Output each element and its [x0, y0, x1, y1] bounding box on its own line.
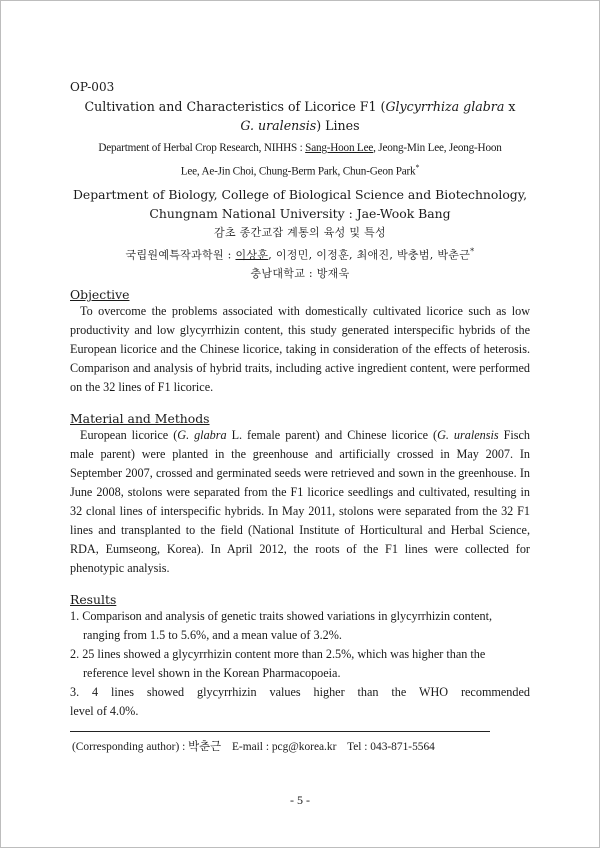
korean-coauthors: , 이정민, 이정훈, 최애진, 박충범, 박춘근: [268, 248, 471, 262]
results-section: [70, 592, 530, 721]
result-1-line1: 1. Comparison and analysis of genetic traits showed variations in glycyrrhizin content,: [70, 609, 493, 624]
department-line2: Chungnam National University : Jae-Wook Bang: [149, 205, 451, 221]
corresponding-email: E-mail : pcg@korea.kr: [231, 741, 337, 754]
result-1-line2: ranging from 1.5 to 5.6%, and a mean value of 3.2%.: [83, 628, 342, 643]
presenting-author: Sang-Hoon Lee: [305, 142, 374, 154]
korean-authors: [70, 242, 530, 265]
authors-english: [70, 139, 530, 182]
abstract-page: [70, 80, 530, 756]
title-species-1: Glycyrrhiza glabra: [385, 99, 505, 114]
corresponding-tel: Tel : 043-871-5564: [347, 741, 435, 754]
corresponding-mark: *: [415, 163, 420, 172]
result-item: [70, 683, 530, 721]
korean-affiliation: 국립원예특작과학원 :: [125, 248, 236, 262]
coauthors-line2: Lee, Ae-Jin Choi, Chung-Berm Park, Chun-Geon Park: [180, 165, 416, 178]
corresponding-label: (Corresponding author) : 박춘근: [72, 741, 222, 754]
page-number: - 5 -: [290, 793, 310, 807]
result-item: [70, 607, 530, 645]
species-glabra: G. glabra: [177, 428, 227, 443]
korean-presenter: 이상훈: [235, 248, 269, 262]
objective-section: [70, 287, 530, 397]
result-item: [70, 645, 530, 683]
title-text-x: x: [504, 99, 516, 114]
methods-text-1: European licorice (: [80, 428, 178, 443]
objective-text: To overcome the problems associated with domestically cultivated licorice such as low productivity and low glycyrrhizin content, this study generated interspecific hybrids of the European licorice and the Chinese licorice, taking in consideration of the effects of heterosis. Comparison and analysis of hybrid traits, including active ingredient content, were performed on the 32 lines of F1 licorice.: [70, 304, 530, 395]
abstract-title: [70, 97, 530, 135]
department-block: [70, 185, 530, 223]
korean-corresponding-mark: *: [470, 246, 475, 256]
korean-title: 감초 종간교잡 계통의 육성 및 특성: [214, 225, 386, 239]
affiliation-nihhs: Department of Herbal Crop Research, NIHHS :: [98, 142, 306, 154]
title-species-2: G. uralensis: [240, 118, 317, 133]
result-2-line1: 2. 25 lines showed a glycyrrhizin content more than 2.5%, which was higher than the: [70, 647, 486, 662]
korean-university: 충남대학교 : 방재욱: [250, 267, 350, 281]
corresponding-author: [70, 738, 530, 756]
department-line1: Department of Biology, College of Biological Science and Biotechnology,: [72, 186, 528, 202]
abstract-code: OP-003: [70, 80, 115, 94]
coauthors-line1: , Jeong-Min Lee, Jeong-Hoon: [373, 142, 502, 154]
methods-heading: Material and Methods: [70, 411, 210, 427]
title-text-end: ) Lines: [316, 118, 360, 133]
methods-text-2: L. female parent) and Chinese licorice (: [226, 428, 438, 443]
species-uralensis: G. uralensis: [437, 428, 499, 443]
results-heading: Results: [70, 592, 117, 608]
footnote-rule: [70, 731, 490, 732]
result-3-line2: level of 4.0%.: [70, 704, 139, 719]
methods-text: [70, 426, 530, 578]
result-3-line1: 3. 4 lines showed glycyrrhizin values higher than the WHO recommended: [70, 685, 530, 700]
title-text: Cultivation and Characteristics of Licorice F1 (: [84, 99, 386, 114]
objective-heading: Objective: [70, 287, 130, 303]
methods-text-3: Fisch male parent) were planted in the greenhouse and artificially crossed in May 2007. In September 2007, crossed and germinated seeds were retrieved and sown in the greenhouse. In June 2008, stolons were separated from the F1 licorice seedlings and cultivated, resulting in 32 clonal lines of interspecific hybrids. In May 2011, stolons were separated from the 32 F1 lines and transplanted to the field (National Institute of Horticultural and Herbal Science, RDA, Eumseong, Korea). In April 2012, the roots of the F1 lines were collected for phenotypic analysis.: [70, 428, 530, 576]
methods-section: [70, 411, 530, 578]
result-2-line2: reference level shown in the Korean Pharmacopoeia.: [83, 666, 341, 681]
